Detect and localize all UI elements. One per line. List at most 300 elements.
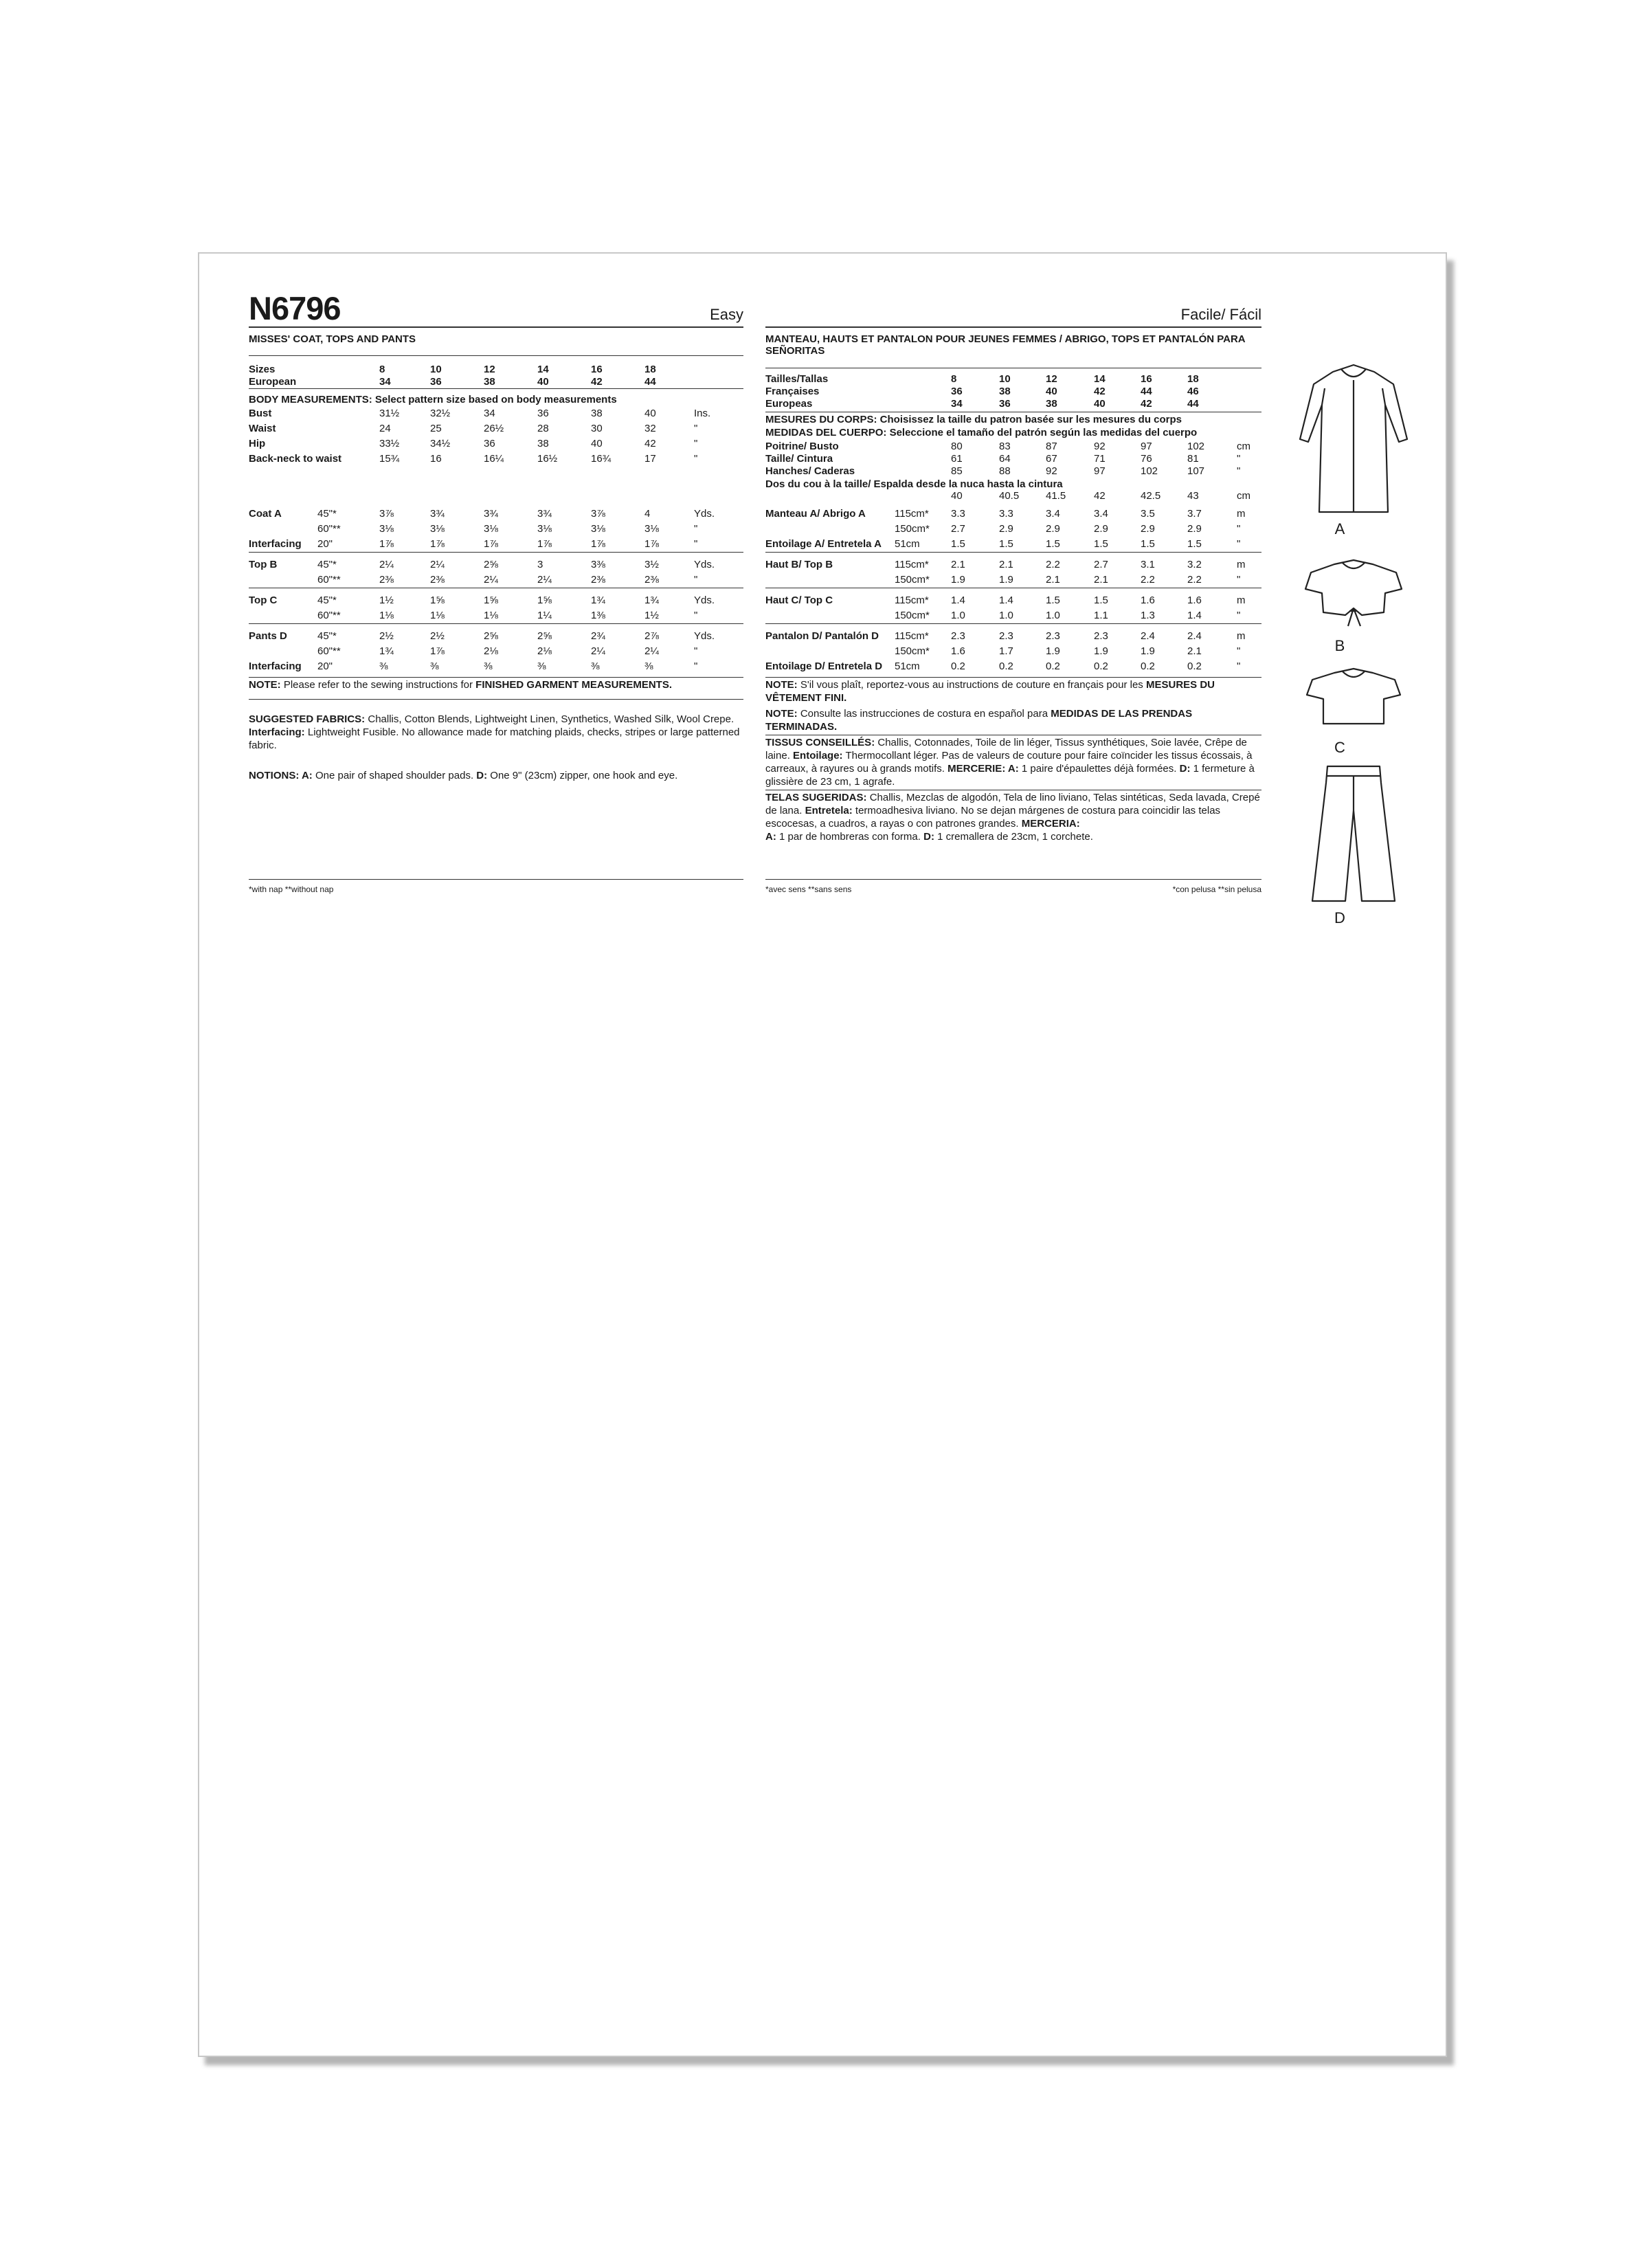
size-value: 14 (1094, 373, 1106, 385)
mercerie-a-text: 1 paire d'épaulettes déjà formées. (1021, 763, 1177, 775)
note-en (249, 678, 743, 691)
sizes-label: Sizes (249, 364, 276, 375)
pattern-title-text: MISSES' COAT, TOPS AND PANTS (249, 333, 416, 345)
yardage-value: 3¾ (430, 508, 445, 520)
measurement-value: 16¼ (484, 453, 504, 465)
yardage-value: 1⅜ (591, 610, 605, 621)
measurement-value: 38 (537, 438, 549, 449)
measurement-value: 25 (430, 423, 442, 434)
notions-d-label: D: (476, 770, 488, 781)
difficulty-level-fr-es: Facile/ Fácil (1180, 306, 1261, 323)
fabric-width: 60"** (317, 645, 341, 657)
european-size-value: 34 (951, 398, 963, 410)
measurement-value: 81 (1187, 453, 1199, 465)
yardage-value: 2¼ (379, 559, 394, 570)
tissus-text: Challis, Cotonnades, Toile de lin léger, Tissus synthétiques, Soie lavée, Crêpe de laine. (765, 737, 1247, 761)
yardage-value: 2.9 (1094, 523, 1108, 535)
measurement-value: 33½ (379, 438, 400, 449)
yardage-value: 3.3 (999, 508, 1013, 520)
divider (765, 677, 1261, 678)
yardage-unit: " (1237, 574, 1241, 586)
yardage-value: 3⅛ (591, 523, 605, 535)
merceria-d-label: D: (923, 831, 934, 843)
fabric-width: 150cm* (895, 574, 930, 586)
measurement-value: 32½ (430, 408, 451, 419)
yardage-value: ⅜ (379, 660, 388, 672)
divider (249, 623, 743, 624)
yardage-value: 2.2 (1141, 574, 1155, 586)
french-size-value: 36 (951, 386, 963, 397)
yardage-value: 1.5 (1094, 538, 1108, 550)
measurement-value: 92 (1094, 441, 1106, 452)
measurement-label: Waist (249, 423, 276, 434)
yardage-value: 1.6 (951, 645, 965, 657)
yardage-value: 3⅛ (644, 523, 659, 535)
view-d-pants (1271, 762, 1436, 926)
european-size-value: 44 (644, 376, 656, 388)
interfacing-text: Lightweight Fusible. No allowance made for matching plaids, checks, stripes or large patterned fabric. (249, 726, 740, 751)
yardage-value: 1¾ (591, 594, 605, 606)
back-neck-label-fr-es: Dos du cou à la taille/ Espalda desde la nuca hasta la cintura (765, 478, 1063, 490)
european-size-value: 36 (999, 398, 1011, 410)
fabric-width: 20" (317, 538, 333, 550)
measurement-value: 107 (1187, 465, 1205, 477)
yardage-label: Coat A (249, 508, 282, 520)
yardage-value: 1⅛ (379, 610, 394, 621)
yardage-value: 1.4 (999, 594, 1013, 606)
yardage-value: 1.3 (1141, 610, 1155, 621)
yardage-label: Haut C/ Top C (765, 594, 833, 606)
yardage-value: 1.5 (951, 538, 965, 550)
note-bold: FINISHED GARMENT MEASUREMENTS. (475, 679, 672, 691)
fabric-width: 115cm* (895, 559, 929, 570)
yardage-value: 0.2 (1187, 660, 1202, 672)
yardage-unit: Yds. (694, 559, 715, 570)
yardage-value: 3.1 (1141, 559, 1155, 570)
french-size-value: 40 (1046, 386, 1057, 397)
yardage-value: 2.3 (1094, 630, 1108, 642)
yardage-value: 2⅜ (644, 574, 659, 586)
yardage-value: 3⅛ (484, 523, 498, 535)
yardage-value: 3⅛ (379, 523, 394, 535)
yardage-value: 3.2 (1187, 559, 1202, 570)
european-size-value: 36 (430, 376, 442, 388)
yardage-value: 1⅛ (430, 610, 445, 621)
measurement-value: 92 (1046, 465, 1057, 477)
yardage-value: 3⅛ (430, 523, 445, 535)
fabric-width: 115cm* (895, 630, 929, 642)
back-neck-value: 40.5 (999, 490, 1020, 502)
tie-top-sketch-icon (1285, 556, 1422, 632)
yardage-value: 1.9 (1046, 645, 1060, 657)
yardage-value: 0.2 (1046, 660, 1060, 672)
yardage-value: 2.9 (999, 523, 1013, 535)
merceria-label: MERCERIA: (1021, 818, 1080, 830)
yardage-value: 1½ (644, 610, 659, 621)
note-fr-text: S'il vous plaît, reportez-vous au instructions de couture en français pour les (800, 679, 1143, 691)
measurement-value: 32 (644, 423, 656, 434)
yardage-value: 2½ (430, 630, 445, 642)
measurement-value: 88 (999, 465, 1011, 477)
yardage-value: 2⅝ (484, 559, 498, 570)
yardage-value: 2.2 (1187, 574, 1202, 586)
yardage-value: 1.0 (951, 610, 965, 621)
yardage-value: 1.9 (999, 574, 1013, 586)
divider (765, 623, 1261, 624)
measurement-value: 31½ (379, 408, 400, 419)
yardage-value: 1⅞ (379, 538, 394, 550)
suggested-fabrics-en (249, 713, 743, 752)
yardage-value: 2⅜ (430, 574, 445, 586)
back-neck-value: 41.5 (1046, 490, 1066, 502)
measurement-unit: " (1237, 465, 1241, 477)
fabric-width: 60"** (317, 610, 341, 621)
european-size-value: 44 (1187, 398, 1199, 410)
measurement-value: 64 (999, 453, 1011, 465)
yardage-value: 2.1 (1187, 645, 1202, 657)
yardage-value: 3¾ (484, 508, 498, 520)
measurement-value: 61 (951, 453, 963, 465)
fabric-width: 51cm (895, 660, 920, 672)
yardage-value: 2.3 (1046, 630, 1060, 642)
view-a-label: A (1334, 520, 1345, 537)
european-size-value: 34 (379, 376, 391, 388)
yardage-unit: Yds. (694, 508, 715, 520)
size-value: 18 (644, 364, 656, 375)
fabric-width: 60"** (317, 574, 341, 586)
yardage-value: 1.5 (999, 538, 1013, 550)
yardage-value: 1⅞ (537, 538, 552, 550)
yardage-value: 2½ (379, 630, 394, 642)
entretela-label: Entretela: (805, 805, 853, 816)
yardage-value: 1¾ (644, 594, 659, 606)
yardage-value: ⅜ (537, 660, 546, 672)
divider (765, 552, 1261, 553)
body-title-es: MEDIDAS DEL CUERPO: Seleccione el tamaño del patrón según las medidas del cuerpo (765, 427, 1198, 438)
yardage-value: 2.3 (951, 630, 965, 642)
measurement-unit: " (694, 423, 698, 434)
measurement-value: 28 (537, 423, 549, 434)
footnote-fr: *avec sens **sans sens (765, 885, 852, 894)
measurement-value: 26½ (484, 423, 504, 434)
yardage-value: 3⅞ (379, 508, 394, 520)
yardage-value: 1.7 (999, 645, 1013, 657)
difficulty-level: Easy (710, 306, 743, 323)
yardage-value: 1.9 (1094, 645, 1108, 657)
yardage-label: Haut B/ Top B (765, 559, 833, 570)
yardage-value: 1¾ (379, 645, 394, 657)
european-sizes-label-es: Europeas (765, 398, 813, 410)
back-neck-value: 43 (1187, 490, 1199, 502)
top-sketch-icon (1285, 665, 1422, 733)
measurement-value: 38 (591, 408, 603, 419)
yardage-unit: m (1237, 630, 1246, 642)
yardage-value: 2⅝ (484, 630, 498, 642)
measurement-value: 17 (644, 453, 656, 465)
yardage-value: ⅜ (430, 660, 439, 672)
view-b-label: B (1334, 637, 1345, 654)
divider (249, 879, 743, 880)
measurement-label: Poitrine/ Busto (765, 441, 839, 452)
fabric-width: 45"* (317, 559, 337, 570)
note-fr-bold: MESURES DU VÊTEMENT FINI. (765, 679, 1215, 704)
yardage-value: 2⅞ (644, 630, 659, 642)
yardage-value: 3⅛ (537, 523, 552, 535)
measurement-label: Hanches/ Caderas (765, 465, 855, 477)
fabric-width: 45"* (317, 594, 337, 606)
yardage-value: 0.2 (1141, 660, 1155, 672)
fabric-width: 115cm* (895, 594, 929, 606)
size-value: 16 (591, 364, 603, 375)
french-size-value: 42 (1094, 386, 1106, 397)
measurement-unit: " (694, 453, 698, 465)
pattern-title-fr-es (765, 328, 1261, 357)
yardage-value: 3.4 (1094, 508, 1108, 520)
measurement-label: Bust (249, 408, 272, 419)
yardage-value: 3½ (644, 559, 659, 570)
note-fr (765, 678, 1261, 704)
telas-sugeridas (765, 791, 1261, 843)
pants-sketch-icon (1285, 762, 1422, 907)
back-neck-unit: cm (1237, 490, 1250, 502)
measurement-value: 87 (1046, 441, 1057, 452)
yardage-value: 2.1 (951, 559, 965, 570)
view-c-top (1271, 665, 1436, 756)
yardage-value: 1.5 (1187, 538, 1202, 550)
measurement-value: 30 (591, 423, 603, 434)
header-en (249, 292, 743, 328)
measurement-label: Taille/ Cintura (765, 453, 833, 465)
yardage-value: 0.2 (999, 660, 1013, 672)
yardage-unit: " (1237, 610, 1241, 621)
mercerie-d-text: 1 fermeture à glissière de 23 cm, 1 agrafe. (765, 763, 1255, 788)
entoilage-text: Thermocollant léger. Pas de valeurs de couture pour faire coïncider les tissus écossais, à carreaux, à rayures ou à grands motifs. (765, 750, 1253, 775)
measurement-value: 80 (951, 441, 963, 452)
coat-sketch-icon (1285, 357, 1422, 515)
french-size-value: 44 (1141, 386, 1152, 397)
body-measurements-heading (249, 388, 743, 405)
european-size-value: 38 (1046, 398, 1057, 410)
measurement-value: 97 (1094, 465, 1106, 477)
yardage-value: 3 (537, 559, 543, 570)
note-text: Please refer to the sewing instructions for (283, 679, 473, 691)
yardage-value: 3⅞ (591, 508, 605, 520)
yardage-unit: " (694, 610, 698, 621)
measurement-value: 97 (1141, 441, 1152, 452)
yardage-label: Top C (249, 594, 278, 606)
measurement-value: 71 (1094, 453, 1106, 465)
french-sizes-label: Françaises (765, 386, 820, 397)
view-c-label: C (1334, 739, 1345, 756)
telas-text: Challis, Mezclas de algodón, Tela de lino liviano, Telas sintéticas, Seda lavada, Crepé de lana. (765, 792, 1260, 816)
measurement-value: 34½ (430, 438, 451, 449)
back-neck-value: 40 (951, 490, 963, 502)
yardage-value: 2¼ (430, 559, 445, 570)
fabric-width: 150cm* (895, 610, 930, 621)
divider (249, 699, 743, 700)
yardage-value: 3⅜ (591, 559, 605, 570)
fabric-width: 51cm (895, 538, 920, 550)
note-label: NOTE: (249, 679, 281, 691)
european-label: European (249, 376, 297, 388)
yardage-value: 1⅝ (484, 594, 498, 606)
interfacing-label: Interfacing: (249, 726, 305, 738)
yardage-unit: m (1237, 559, 1246, 570)
yardage-value: 0.2 (1094, 660, 1108, 672)
fabric-width: 45"* (317, 508, 337, 520)
footnote-en: *with nap **without nap (249, 885, 334, 894)
yardage-value: 2.4 (1187, 630, 1202, 642)
yardage-value: 1.4 (1187, 610, 1202, 621)
measurement-value: 15¾ (379, 453, 400, 465)
french-size-value: 38 (999, 386, 1011, 397)
pattern-title (249, 328, 743, 345)
measurement-unit: cm (1237, 441, 1250, 452)
entretela-text: termoadhesiva liviano. No se dejan márgenes de costura para coincidir las telas escocesas, a cuadros, a rayas o con patrones grandes. (765, 805, 1221, 830)
merceria-d-text: 1 cremallera de 23cm, 1 corchete. (937, 831, 1093, 843)
yardage-value: 2.2 (1046, 559, 1060, 570)
yardage-value: 1⅝ (430, 594, 445, 606)
yardage-value: 1.6 (1141, 594, 1155, 606)
yardage-value: 2⅛ (484, 645, 498, 657)
mercerie-d-label: D: (1179, 763, 1191, 775)
yardage-value: 2.9 (1046, 523, 1060, 535)
measurement-unit: " (694, 438, 698, 449)
yardage-unit: m (1237, 594, 1246, 606)
measurement-value: 16¾ (591, 453, 612, 465)
yardage-unit: " (1237, 538, 1241, 550)
sizes-label-fr-es: Tailles/Tallas (765, 373, 829, 385)
yardage-value: 2.9 (1187, 523, 1202, 535)
fabrics-label: SUGGESTED FABRICS: (249, 713, 366, 725)
entoilage-label: Entoilage: (793, 750, 843, 761)
yardage-unit: Yds. (694, 594, 715, 606)
header-fr-es (765, 292, 1261, 328)
yardage-label: Pantalon D/ Pantalón D (765, 630, 879, 642)
note-fr-label: NOTE: (765, 679, 798, 691)
body-title-fr: MESURES DU CORPS: Choisissez la taille du patron basée sur les mesures du corps (765, 414, 1182, 425)
notions-label: NOTIONS: A: (249, 770, 313, 781)
view-b-top (1271, 556, 1436, 654)
pattern-number: N6796 (249, 290, 341, 326)
european-size-value: 42 (591, 376, 603, 388)
yardage-label: Pants D (249, 630, 287, 642)
divider (765, 879, 1261, 880)
measurement-value: 40 (591, 438, 603, 449)
measurement-value: 83 (999, 441, 1011, 452)
yardage-value: 4 (644, 508, 651, 520)
yardage-value: 1.9 (951, 574, 965, 586)
fabrics-text: Challis, Cotton Blends, Lightweight Linen, Synthetics, Washed Silk, Wool Crepe. (368, 713, 734, 725)
yardage-value: 2.4 (1141, 630, 1155, 642)
yardage-value: 3.7 (1187, 508, 1202, 520)
fabric-width: 45"* (317, 630, 337, 642)
measurement-value: 67 (1046, 453, 1057, 465)
size-value: 10 (999, 373, 1011, 385)
yardage-value: 3¾ (537, 508, 552, 520)
note-es-bold: MEDIDAS DE LAS PRENDAS TERMINADAS. (765, 708, 1193, 733)
yardage-value: 2.7 (1094, 559, 1108, 570)
yardage-value: 1.9 (1141, 645, 1155, 657)
yardage-value: ⅜ (644, 660, 653, 672)
divider (249, 552, 743, 553)
yardage-value: 2¾ (591, 630, 605, 642)
yardage-value: 2¼ (644, 645, 659, 657)
yardage-value: 1⅛ (484, 610, 498, 621)
yardage-value: 1⅞ (430, 538, 445, 550)
divider (249, 355, 743, 356)
yardage-value: 1⅞ (430, 645, 445, 657)
measurement-value: 102 (1141, 465, 1158, 477)
yardage-value: 1⅞ (484, 538, 498, 550)
merceria-a-text: 1 par de hombreras con forma. (779, 831, 921, 843)
yardage-value: 1½ (379, 594, 394, 606)
divider (249, 677, 743, 678)
yardage-unit: " (694, 538, 698, 550)
yardage-value: 2.9 (1141, 523, 1155, 535)
size-value: 12 (484, 364, 495, 375)
measurement-value: 76 (1141, 453, 1152, 465)
back-neck-value: 42.5 (1141, 490, 1161, 502)
yardage-label: Interfacing (249, 538, 302, 550)
body-measurements-title: BODY MEASUREMENTS: Select pattern size based on body measurements (249, 394, 617, 405)
measurement-label: Back-neck to waist (249, 453, 342, 465)
yardage-value: 1.0 (1046, 610, 1060, 621)
european-size-value: 40 (537, 376, 549, 388)
yardage-value: 2.1 (999, 559, 1013, 570)
size-value: 8 (379, 364, 385, 375)
european-size-value: 40 (1094, 398, 1106, 410)
yardage-value: 2.3 (999, 630, 1013, 642)
measurement-value: 85 (951, 465, 963, 477)
european-size-value: 42 (1141, 398, 1152, 410)
measurement-value: 16 (430, 453, 442, 465)
yardage-unit: " (694, 660, 698, 672)
yardage-value: 2¼ (537, 574, 552, 586)
measurement-value: 40 (644, 408, 656, 419)
measurement-value: 34 (484, 408, 495, 419)
note-es-text: Consulte las instrucciones de costura en español para (800, 708, 1048, 720)
yardage-unit: m (1237, 508, 1246, 520)
tissus-label: TISSUS CONSEILLÉS: (765, 737, 875, 748)
yardage-label: Manteau A/ Abrigo A (765, 508, 866, 520)
size-value: 8 (951, 373, 957, 385)
mercerie-label: MERCERIE: A: (947, 763, 1019, 775)
yardage-value: ⅜ (591, 660, 600, 672)
measurement-unit: " (1237, 453, 1241, 465)
yardage-label: Entoilage A/ Entretela A (765, 538, 882, 550)
yardage-value: 3.5 (1141, 508, 1155, 520)
footnote-es: *con pelusa **sin pelusa (1172, 885, 1261, 894)
notions-a-text: One pair of shaped shoulder pads. (315, 770, 474, 781)
french-size-value: 46 (1187, 386, 1199, 397)
size-value: 16 (1141, 373, 1152, 385)
fabric-width: 20" (317, 660, 333, 672)
view-a-coat (1271, 357, 1436, 537)
measurement-value: 42 (644, 438, 656, 449)
yardage-value: 2.1 (1046, 574, 1060, 586)
yardage-value: 2.1 (1094, 574, 1108, 586)
yardage-value: 3.4 (1046, 508, 1060, 520)
yardage-value: 1.6 (1187, 594, 1202, 606)
size-value: 14 (537, 364, 549, 375)
body-measurements-heading-fr-es (765, 413, 1261, 439)
measurement-unit: Ins. (694, 408, 711, 419)
note-es-label: NOTE: (765, 708, 798, 720)
yardage-label: Entoilage D/ Entretela D (765, 660, 883, 672)
fabric-width: 150cm* (895, 523, 930, 535)
measurement-value: 36 (484, 438, 495, 449)
